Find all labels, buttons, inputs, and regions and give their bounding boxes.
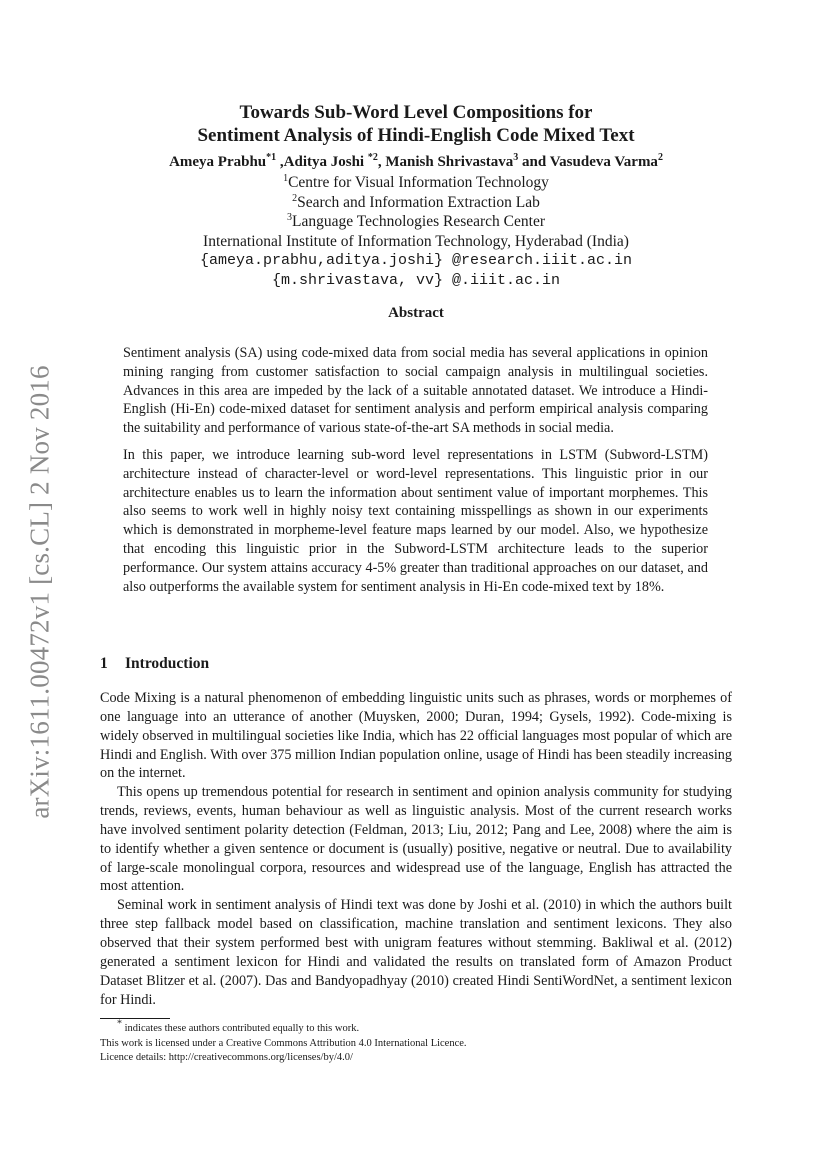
affiliation-line [100, 173, 732, 193]
affiliation-text: Search and Information Extraction Lab [297, 193, 540, 211]
affiliation-mark: 3 [287, 212, 292, 224]
affiliation-block [100, 173, 732, 291]
section-heading [100, 655, 209, 673]
paper-title [100, 101, 732, 147]
footnote-divider [100, 1018, 170, 1019]
license-line: This work is licensed under a Creative Commons Attribution 4.0 International Licence. [100, 1037, 467, 1049]
abstract-paragraph: Sentiment analysis (SA) using code-mixed data from social media has several applications in opinion mining ranging from customer satisfaction to social campaign analysis in multilingual societies. Advances in this area are impeded by the lack of a suitable annotated dataset. We introduce a Hindi-English (Hi-En) code-mixed dataset for sentiment analysis and perform empirical analysis comparing the suitability and performance of various state-of-the-art SA methods in social media. [123, 345, 708, 437]
abstract-paragraph: In this paper, we introduce learning sub-word level representations in LSTM (Subword-LSTM) architecture instead of character-level or word-level representations. This linguistic prior in our architecture enables us to learn the information about sentiment value of important morphemes. This also seems to work well in highly noisy text containing misspellings as shown in our experiments which is demonstrated in morpheme-level feature maps learned by our model. Also, we hypothesize that encoding this linguistic prior in the Subword-LSTM architecture leads to the superior performance. Our system attains accuracy 4-5% greater than traditional approaches on our dataset, and also outperforms the available system for sentiment analysis in Hi-En code-mixed text by 18%. [123, 446, 708, 595]
body-paragraph: Code Mixing is a natural phenomenon of embedding linguistic units such as phrases, words or morphemes of one language into an utterance of another (Muysken, 2000; Duran, 1994; Gysels, 1992). Code-mixing is widely observed in multilingual societies like India, which has 22 official languages most popular of which are Hindi and English. With over 375 million Indian population online, usage of Hindi has been steadily increasing on the internet. [100, 690, 732, 782]
email-line: {m.shrivastava, vv} @.iiit.ac.in [271, 271, 561, 289]
author-list [100, 152, 732, 172]
body-paragraph: This opens up tremendous potential for research in sentiment and opinion analysis community for studying trends, reviews, events, human behaviour as well as linguistic analysis. Most of the current research works have involved sentiment polarity detection (Feldman, 2013; Liu, 2012; Pang and Lee, 2008) where the aim is to identify whether a given sentence or document is (usually) positive, negative or neutral. Due to availability of large-scale monolingual corpora, resources and widespread use of the language, English has attracted the most attention. [100, 784, 732, 895]
footnote-mark: * [117, 1018, 122, 1030]
author-mark: 2 [657, 152, 663, 163]
author-name: ,Aditya Joshi [276, 154, 368, 170]
footnote-text: indicates these authors contributed equally to this work. [122, 1023, 360, 1034]
abstract-body [123, 344, 708, 604]
affiliation-text: Centre for Visual Information Technology [288, 174, 549, 191]
title-line-1: Towards Sub-Word Level Compositions for [239, 102, 593, 123]
footnote-line [100, 1018, 732, 1037]
section-number: 1 [100, 655, 108, 672]
abstract-heading: Abstract [388, 305, 444, 321]
arxiv-sidebar-stamp [14, 366, 66, 818]
affiliation-line [100, 232, 732, 252]
author-mark: 3 [513, 152, 519, 163]
affiliation-line [100, 193, 732, 213]
affiliation-text: Language Technologies Research Center [292, 213, 545, 231]
affiliation-line [100, 212, 732, 232]
author-name: and Vasudeva Varma [518, 154, 658, 170]
section-body [100, 689, 732, 1009]
footnotes [100, 1018, 732, 1066]
author-mark: *1 [266, 152, 277, 163]
body-paragraph: Seminal work in sentiment analysis of Hindi text was done by Joshi et al. (2010) in which the authors built three step fallback model based on classification, machine translation and sentiment lexicons. They also observed that their system performed best with unigram features without stemming. Bakliwal et al. (2012) generated a sentiment lexicon for Hindi and validated the results on translated form of Amazon Product Dataset Blitzer et al. (2007). Das and Bandyopadhyay (2010) created Hindi SentiWordNet, a sentiment lexicon for Hindi. [100, 897, 732, 1008]
title-line-2: Sentiment Analysis of Hindi-English Code Mixed Text [197, 125, 635, 146]
license-details: Licence details: http://creativecommons.org/licenses/by/4.0/ [100, 1052, 353, 1063]
section-title: Introduction [125, 655, 210, 672]
affiliation-mark: 2 [292, 192, 298, 204]
author-name: , Manish Shrivastava [377, 154, 514, 170]
affiliation-text: International Institute of Information Technology, Hyderabad (India) [203, 232, 629, 250]
arxiv-identifier: arXiv:1611.00472v1 [cs.CL] 2 Nov 2016 [24, 365, 55, 819]
author-mark: *2 [367, 152, 378, 163]
author-name: Ameya Prabhu [169, 154, 267, 170]
affiliation-mark: 1 [283, 172, 289, 184]
email-line: {ameya.prabhu,aditya.joshi} @research.iiit.ac.in [199, 252, 633, 270]
